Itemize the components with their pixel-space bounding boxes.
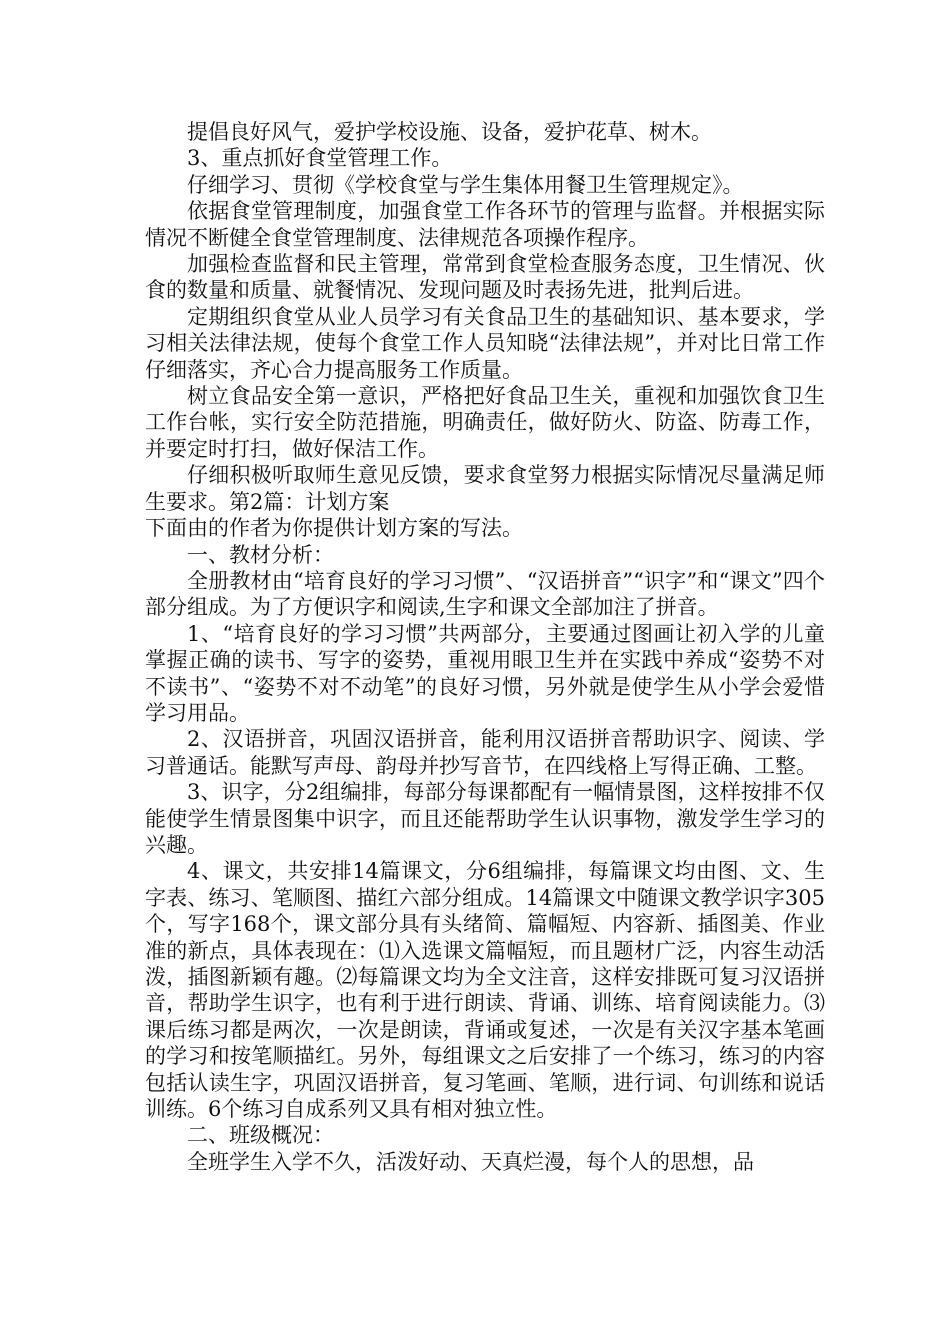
paragraph-12: 2、汉语拼音，巩固汉语拼音，能利用汉语拼音帮助识字、阅读、学习普通话。能默写声母、韵母并抄写音节，在四线格上写得正确、工整。: [145, 727, 825, 778]
section-heading-1: 一、教材分析：: [187, 542, 334, 567]
paragraph-10: 全册教材由“培育良好的学习习惯”、“汉语拼音”“识字”和“课文”四个部分组成。为了方便识字和阅读,生字和课文全部加注了拼音。: [145, 568, 825, 620]
paragraph-14: 4、课文，共安排14篇课文，分6组编排，每篇课文均由图、文、生字表、练习、笔顺图、描红六部分组成。14篇课文中随课文教学识字305个，写字168个，课文部分具有头绪简、篇幅短、内容新、插图美、作业准的新点，具体表现在：⑴入选课文篇幅短，而且题材广泛，内容生动活泼，插图新颖有趣。⑵每篇课文均为全文注音，这样安排既可复习汉语拼音，帮助学生识字，也有利于进行朗读、背诵、训练、培育阅读能力。⑶课后练习都是两次，一次是朗读，背诵或复述，一次是有关汉字基本笔画的学习和按笔顺描红。另外，每组课文之后安排了一个练习，练习的内容包括认读生字，巩固汉语拼音，复习笔画、笔顺，进行词、句训练和说话训练。6个练习自成系列又具有相对独立性。: [145, 859, 825, 1122]
paragraph-3: 仔细学习、贯彻《学校食堂与学生集体用餐卫生管理规定》。: [187, 172, 744, 197]
paragraph-7: 树立食品安全第一意识，严格把好食品卫生关，重视和加强饮食卫生工作台帐，实行安全防范措施，明确责任，做好防火、防盗、防毒工作，并要定时打扫，做好保洁工作。: [145, 384, 825, 461]
section-heading-2: 二、班级概况：: [187, 1123, 334, 1148]
paragraph-15: 全班学生入学不久，活泼好动、天真烂漫，每个人的思想，品: [187, 1149, 754, 1174]
paragraph-2: 3、重点抓好食堂管理工作。: [187, 146, 453, 171]
paragraph-6: 定期组织食堂从业人员学习有关食品卫生的基础知识、基本要求，学习相关法律法规，使每个食堂工作人员知晓“法律法规”，并对比日常工作仔细落实，齐心合力提高服务工作质量。: [145, 304, 825, 382]
document-body: [145, 119, 825, 1175]
paragraph-1: 提倡良好风气，爱护学校设施、设备，爱护花草、树木。: [187, 120, 712, 144]
paragraph-9: 下面由的作者为你提供计划方案的写法。: [145, 516, 523, 541]
paragraph-13: 3、识字，分2组编排，每部分每课都配有一幅情景图，这样按排不仅能使学生情景图集中识字，而且还能帮助学生认识事物，激发学生学习的兴趣。: [145, 780, 825, 857]
paragraph-11: 1、“培育良好的学习习惯”共两部分，主要通过图画让初入学的儿童掌握正确的读书、写字的姿势，重视用眼卫生并在实践中养成“姿势不对不读书”、“姿势不对不动笔”的良好习惯，另外就是使学生从小学会爱惜学习用品。: [145, 621, 825, 725]
paragraph-4: 依据食堂管理制度，加强食堂工作各环节的管理与监督。并根据实际情况不断健全食堂管理制度、法律规范各项操作程序。: [145, 199, 825, 250]
paragraph-5: 加强检查监督和民主管理，常常到食堂检查服务态度，卫生情况、伙食的数量和质量、就餐情况、发现问题及时表扬先进，批判后进。: [145, 252, 825, 303]
paragraph-8: 仔细积极听取师生意见反馈，要求食堂努力根据实际情况尽量满足师生要求。第2篇：计划方案: [145, 463, 825, 514]
